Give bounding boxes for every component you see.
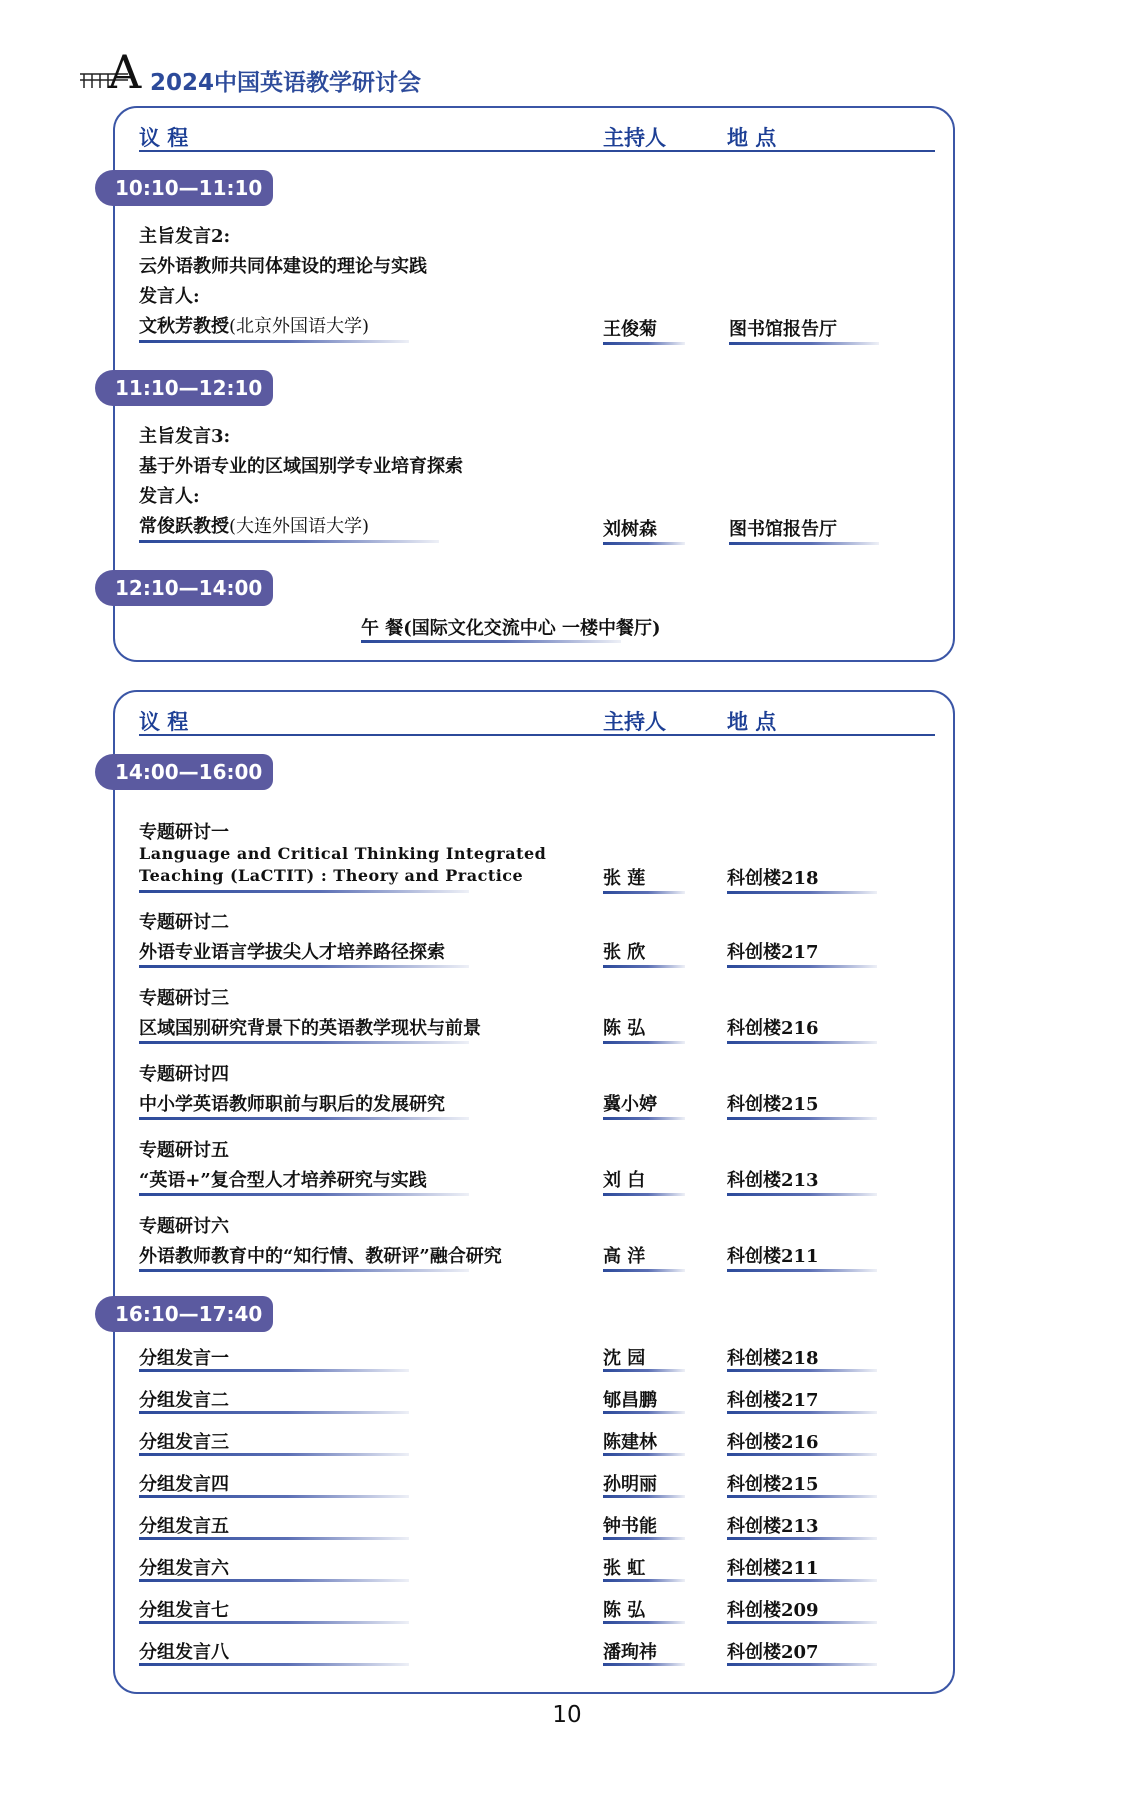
venue-underline bbox=[727, 1193, 877, 1196]
symposium-topic: 外语专业语言学拔尖人才培养路径探索 bbox=[139, 942, 445, 963]
speaker-label: 发言人: bbox=[139, 286, 200, 307]
symposium-topic: 区域国别研究背景下的英语教学现状与前景 bbox=[139, 1018, 481, 1039]
venue-name: 科创楼207 bbox=[727, 1642, 819, 1663]
lunch-underline bbox=[361, 640, 621, 643]
host-name: 张 欣 bbox=[603, 942, 646, 963]
group-label: 分组发言二 bbox=[139, 1390, 229, 1411]
speaker-name: 文秋芳教授 bbox=[139, 316, 229, 337]
time-tab-16-10: 16:10—17:40 bbox=[95, 1296, 273, 1332]
venue-underline bbox=[727, 1411, 877, 1414]
group-underline bbox=[139, 1369, 409, 1372]
agenda-panel-afternoon bbox=[113, 690, 955, 1694]
conference-title: 2024中国英语教学研讨会 bbox=[150, 70, 422, 96]
venue-name: 科创楼209 bbox=[727, 1600, 819, 1621]
speaker-label: 发言人: bbox=[139, 486, 200, 507]
agenda-column-header: 议 程 bbox=[139, 126, 189, 150]
host-underline bbox=[603, 1193, 685, 1196]
group-underline bbox=[139, 1453, 409, 1456]
host-underline bbox=[603, 542, 685, 545]
venue-underline bbox=[727, 1453, 877, 1456]
symposium-underline bbox=[139, 1117, 469, 1120]
group-underline bbox=[139, 1663, 409, 1666]
speaker-name: 常俊跃教授 bbox=[139, 516, 229, 537]
host-name: 钟书能 bbox=[603, 1516, 657, 1537]
symposium-label: 专题研讨五 bbox=[139, 1140, 229, 1161]
symposium-topic: “英语+”复合型人才培养研究与实践 bbox=[139, 1170, 427, 1191]
symposium-underline bbox=[139, 890, 469, 893]
host-underline bbox=[603, 1117, 685, 1120]
host-name: 陈建林 bbox=[603, 1432, 657, 1453]
group-underline bbox=[139, 1579, 409, 1582]
host-name: 刘树森 bbox=[603, 519, 657, 540]
session-topic: 基于外语专业的区域国别学专业培育探索 bbox=[139, 456, 463, 477]
host-name: 冀小婷 bbox=[603, 1094, 657, 1115]
time-tab-12-10: 12:10—14:00 bbox=[95, 570, 273, 606]
time-tab-11-10: 11:10—12:10 bbox=[95, 370, 273, 406]
host-name: 高 洋 bbox=[603, 1246, 646, 1267]
host-name: 沈 园 bbox=[603, 1348, 646, 1369]
host-underline bbox=[603, 1041, 685, 1044]
venue-column-header: 地 点 bbox=[727, 126, 777, 150]
venue-underline bbox=[729, 342, 879, 345]
host-name: 张 虹 bbox=[603, 1558, 646, 1579]
svg-text:A: A bbox=[108, 45, 142, 92]
venue-underline bbox=[727, 891, 877, 894]
host-underline bbox=[603, 1495, 685, 1498]
host-name: 孙明丽 bbox=[603, 1474, 657, 1495]
speaker-line bbox=[139, 512, 369, 538]
venue-name: 科创楼216 bbox=[727, 1432, 819, 1453]
host-name: 张 莲 bbox=[603, 868, 646, 889]
venue-name: 图书馆报告厅 bbox=[729, 319, 837, 340]
symposium-underline bbox=[139, 965, 469, 968]
agenda-panel-morning bbox=[113, 106, 955, 662]
host-underline bbox=[603, 1537, 685, 1540]
venue-name: 科创楼218 bbox=[727, 868, 819, 889]
symposium-label: 专题研讨二 bbox=[139, 912, 229, 933]
host-underline bbox=[603, 1269, 685, 1272]
host-underline bbox=[603, 1579, 685, 1582]
symposium-topic: Language and Critical Thinking Integrated bbox=[139, 844, 547, 863]
host-name: 陈 弘 bbox=[603, 1600, 646, 1621]
group-label: 分组发言一 bbox=[139, 1348, 229, 1369]
host-name: 陈 弘 bbox=[603, 1018, 646, 1039]
host-underline bbox=[603, 1453, 685, 1456]
session-topic: 云外语教师共同体建设的理论与实践 bbox=[139, 256, 427, 277]
venue-name: 科创楼213 bbox=[727, 1170, 819, 1191]
host-name: 郇昌鹏 bbox=[603, 1390, 657, 1411]
symposium-label: 专题研讨三 bbox=[139, 988, 229, 1009]
venue-name: 图书馆报告厅 bbox=[729, 519, 837, 540]
host-underline bbox=[603, 891, 685, 894]
venue-name: 科创楼211 bbox=[727, 1558, 819, 1579]
group-underline bbox=[139, 1537, 409, 1540]
speaker-affiliation: (大连外国语大学) bbox=[229, 516, 370, 537]
host-column-header: 主持人 bbox=[603, 710, 666, 734]
venue-underline bbox=[727, 1495, 877, 1498]
group-label: 分组发言七 bbox=[139, 1600, 229, 1621]
venue-name: 科创楼211 bbox=[727, 1246, 819, 1267]
venue-name: 科创楼213 bbox=[727, 1516, 819, 1537]
session-type: 主旨发言3: bbox=[139, 426, 231, 447]
venue-name: 科创楼215 bbox=[727, 1094, 819, 1115]
symposium-topic-line2: Teaching (LaCTIT) : Theory and Practice bbox=[139, 866, 524, 885]
venue-underline bbox=[727, 1369, 877, 1372]
host-name: 潘珣祎 bbox=[603, 1642, 657, 1663]
symposium-label: 专题研讨六 bbox=[139, 1216, 229, 1237]
host-underline bbox=[603, 1369, 685, 1372]
symposium-label: 专题研讨一 bbox=[139, 822, 229, 843]
venue-underline bbox=[727, 1269, 877, 1272]
symposium-topic: 外语教师教育中的“知行情、教研评”融合研究 bbox=[139, 1246, 502, 1267]
header-divider bbox=[139, 734, 935, 736]
page-header bbox=[78, 44, 678, 94]
group-label: 分组发言六 bbox=[139, 1558, 229, 1579]
speaker-underline bbox=[139, 340, 409, 343]
venue-underline bbox=[727, 1621, 877, 1624]
host-name: 刘 白 bbox=[603, 1170, 646, 1191]
group-underline bbox=[139, 1495, 409, 1498]
venue-name: 科创楼217 bbox=[727, 942, 819, 963]
symposium-underline bbox=[139, 1041, 469, 1044]
symposium-label: 专题研讨四 bbox=[139, 1064, 229, 1085]
venue-name: 科创楼216 bbox=[727, 1018, 819, 1039]
page-number: 10 bbox=[552, 1702, 582, 1728]
venue-column-header: 地 点 bbox=[727, 710, 777, 734]
venue-name: 科创楼215 bbox=[727, 1474, 819, 1495]
group-label: 分组发言四 bbox=[139, 1474, 229, 1495]
venue-underline bbox=[727, 1537, 877, 1540]
host-underline bbox=[603, 965, 685, 968]
time-tab-14-00: 14:00—16:00 bbox=[95, 754, 273, 790]
group-underline bbox=[139, 1621, 409, 1624]
venue-underline bbox=[727, 1041, 877, 1044]
group-underline bbox=[139, 1411, 409, 1414]
venue-underline bbox=[727, 965, 877, 968]
group-label: 分组发言五 bbox=[139, 1516, 229, 1537]
venue-underline bbox=[729, 542, 879, 545]
group-label: 分组发言八 bbox=[139, 1642, 229, 1663]
time-tab-10-10: 10:10—11:10 bbox=[95, 170, 273, 206]
host-underline bbox=[603, 1663, 685, 1666]
symposium-topic: 中小学英语教师职前与职后的发展研究 bbox=[139, 1094, 445, 1115]
venue-underline bbox=[727, 1663, 877, 1666]
speaker-affiliation: (北京外国语大学) bbox=[229, 316, 370, 337]
speaker-line bbox=[139, 312, 369, 338]
lunch-info: 午 餐(国际文化交流中心 一楼中餐厅) bbox=[361, 618, 661, 639]
speaker-underline bbox=[139, 540, 439, 543]
venue-name: 科创楼218 bbox=[727, 1348, 819, 1369]
venue-underline bbox=[727, 1579, 877, 1582]
host-underline bbox=[603, 1411, 685, 1414]
header-divider bbox=[139, 150, 935, 152]
host-name: 王俊菊 bbox=[603, 319, 657, 340]
symposium-underline bbox=[139, 1269, 469, 1272]
agenda-column-header: 议 程 bbox=[139, 710, 189, 734]
host-underline bbox=[603, 342, 685, 345]
session-type: 主旨发言2: bbox=[139, 226, 231, 247]
group-label: 分组发言三 bbox=[139, 1432, 229, 1453]
venue-underline bbox=[727, 1117, 877, 1120]
venue-name: 科创楼217 bbox=[727, 1390, 819, 1411]
conference-logo-icon bbox=[78, 44, 144, 92]
symposium-underline bbox=[139, 1193, 469, 1196]
host-column-header: 主持人 bbox=[603, 126, 666, 150]
host-underline bbox=[603, 1621, 685, 1624]
